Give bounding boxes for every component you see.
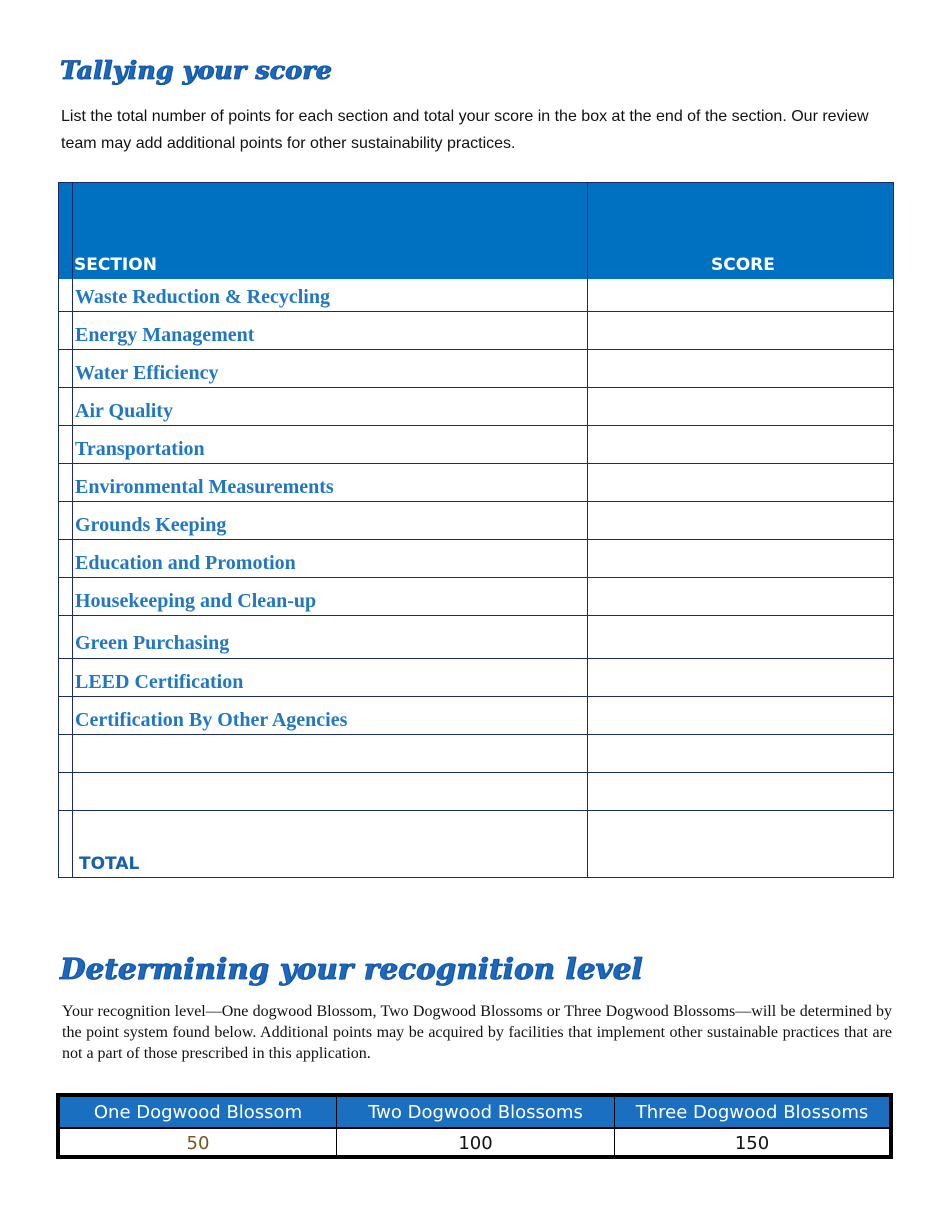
recognition-heading: Determining your recognition level bbox=[60, 952, 643, 986]
score-cell[interactable] bbox=[588, 279, 893, 311]
recognition-intro: Your recognition level—One dogwood Blossom, Two Dogwood Blossoms or Three Dogwood Blossoms—will be determined by the point system found below. Additional points may be acquired by facilities that implement other sustainable practices that are not a part of those prescribed in this application. bbox=[62, 1003, 892, 1062]
row-label: Certification By Other Agencies bbox=[75, 709, 348, 731]
level-points: 150 bbox=[734, 1133, 770, 1154]
section-column-header: SECTION bbox=[74, 255, 157, 275]
score-cell[interactable] bbox=[588, 502, 893, 539]
row-label: Transportation bbox=[75, 438, 205, 460]
row-label: Education and Promotion bbox=[75, 552, 296, 574]
table-row bbox=[59, 735, 893, 773]
level-column bbox=[337, 1097, 614, 1155]
score-cell[interactable] bbox=[588, 659, 893, 696]
score-cell[interactable] bbox=[588, 735, 893, 772]
score-cell[interactable] bbox=[588, 616, 893, 658]
score-table-header bbox=[59, 183, 893, 279]
column-divider bbox=[587, 183, 588, 877]
table-row bbox=[59, 388, 893, 426]
column-divider bbox=[72, 183, 73, 877]
total-label: TOTAL bbox=[79, 854, 140, 874]
score-table bbox=[58, 182, 894, 878]
total-score-cell[interactable] bbox=[588, 811, 893, 877]
score-cell[interactable] bbox=[588, 540, 893, 577]
table-row bbox=[59, 773, 893, 811]
score-cell[interactable] bbox=[588, 697, 893, 734]
table-row bbox=[59, 578, 893, 616]
row-label: Green Purchasing bbox=[75, 632, 230, 654]
score-cell[interactable] bbox=[588, 773, 893, 810]
table-row bbox=[59, 502, 893, 540]
row-label: Grounds Keeping bbox=[75, 514, 227, 536]
level-points: 50 bbox=[186, 1133, 210, 1154]
level-column bbox=[60, 1097, 336, 1155]
level-name: Three Dogwood Blossoms bbox=[635, 1102, 869, 1123]
table-row bbox=[59, 616, 893, 659]
score-cell[interactable] bbox=[588, 388, 893, 425]
row-label: Waste Reduction & Recycling bbox=[75, 286, 330, 308]
column-divider bbox=[336, 1097, 337, 1155]
recognition-levels-table bbox=[56, 1093, 893, 1159]
row-label: LEED Certification bbox=[75, 671, 244, 693]
tally-heading: Tallying your score bbox=[60, 56, 332, 85]
score-cell[interactable] bbox=[588, 426, 893, 463]
row-label: Water Efficiency bbox=[75, 362, 219, 384]
row-label: Environmental Measurements bbox=[75, 476, 334, 498]
score-column-header: SCORE bbox=[711, 255, 775, 275]
score-cell[interactable] bbox=[588, 578, 893, 615]
row-label: Housekeeping and Clean-up bbox=[75, 590, 317, 612]
column-divider bbox=[614, 1097, 615, 1155]
score-cell[interactable] bbox=[588, 312, 893, 349]
tally-intro: List the total number of points for each section and total your score in the box at the end of the section. Our review team may add additional points for other sustainability practices. bbox=[61, 108, 869, 152]
level-points: 100 bbox=[458, 1133, 493, 1154]
level-column bbox=[615, 1097, 889, 1155]
score-cell[interactable] bbox=[588, 350, 893, 387]
level-name: Two Dogwood Blossoms bbox=[368, 1102, 583, 1123]
table-row bbox=[59, 659, 893, 697]
table-row bbox=[59, 540, 893, 578]
table-row bbox=[59, 464, 893, 502]
table-row bbox=[59, 426, 893, 464]
table-row bbox=[59, 697, 893, 735]
table-row bbox=[59, 312, 893, 350]
row-label: Air Quality bbox=[75, 400, 173, 422]
table-row bbox=[59, 279, 893, 312]
level-name: One Dogwood Blossom bbox=[93, 1102, 303, 1123]
row-label: Energy Management bbox=[75, 324, 255, 346]
score-cell[interactable] bbox=[588, 464, 893, 501]
table-row bbox=[59, 350, 893, 388]
